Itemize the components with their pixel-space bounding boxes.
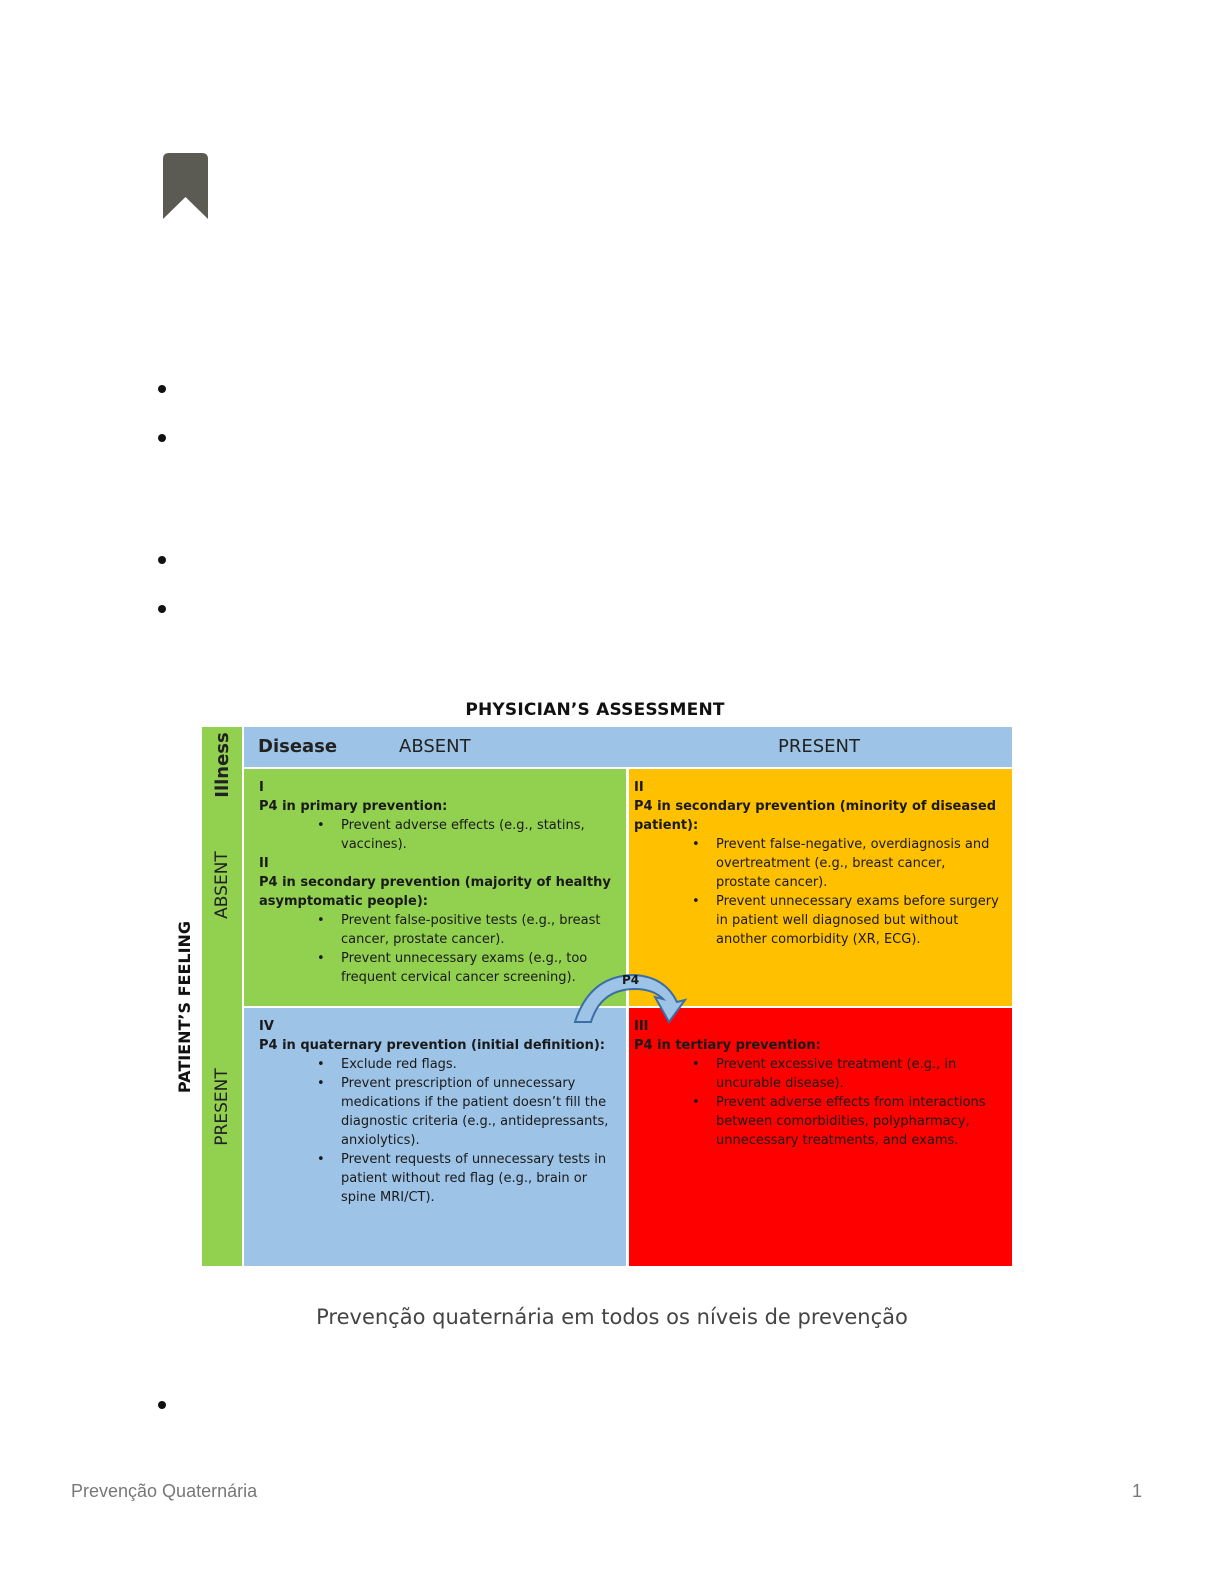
quadrant-tertiary xyxy=(629,1008,1012,1266)
quadrant-heading: P4 in quaternary prevention (initial definition): xyxy=(259,1038,606,1053)
list-item: • Prevent prescription of unnecessary medications if the patient doesn’t fill the diagnostic criteria (e.g., antidepressants, anxiolytics). xyxy=(341,1074,616,1150)
list-bullet xyxy=(158,385,166,393)
quadrant-numeral: IV xyxy=(259,1019,274,1034)
illness-label: Illness xyxy=(212,732,233,798)
quadrant-heading: P4 in secondary prevention (majority of healthy asymptomatic people): xyxy=(259,875,611,909)
quadrant-heading: P4 in tertiary prevention: xyxy=(634,1038,821,1053)
quadrant-numeral: III xyxy=(634,1019,649,1034)
list-item: • Prevent adverse effects (e.g., statins, vaccines). xyxy=(341,816,616,854)
row-present-label: PRESENT xyxy=(212,1068,232,1146)
quadrant-heading: P4 in secondary prevention (minority of diseased patient): xyxy=(634,799,997,833)
arrow-label: P4 xyxy=(622,973,640,987)
p4-arrow-icon xyxy=(565,967,695,1029)
row-absent-label: ABSENT xyxy=(212,851,232,919)
quadrant-quaternary xyxy=(244,1008,626,1266)
list-bullet xyxy=(158,556,166,564)
quadrant-numeral: II xyxy=(259,856,269,871)
footer-title: Prevenção Quaternária xyxy=(71,1481,258,1501)
illness-bar xyxy=(202,727,242,1266)
col-present-label: PRESENT xyxy=(778,736,860,757)
list-item: • Prevent excessive treatment (e.g., in uncurable disease). xyxy=(716,1055,1002,1093)
list-item: • Prevent requests of unnecessary tests in patient without red flag (e.g., brain or spine MRI/CT). xyxy=(341,1150,616,1207)
quadrant-heading: P4 in primary prevention: xyxy=(259,799,448,814)
list-item: • Prevent false-positive tests (e.g., breast cancer, prostate cancer). xyxy=(341,911,616,949)
list-item: • Prevent unnecessary exams before surgery in patient well diagnosed but without another comorbidity (XR, ECG). xyxy=(716,892,1002,949)
list-item: • Prevent false-negative, overdiagnosis and overtreatment (e.g., breast cancer, prostate cancer). xyxy=(716,835,1002,892)
quadrant-numeral: I xyxy=(259,780,264,795)
y-axis-label: PATIENT’S FEELING xyxy=(175,920,194,1094)
p4-quadrant-figure xyxy=(170,695,1020,1275)
bookmark-icon xyxy=(163,153,208,219)
list-bullet xyxy=(158,1401,166,1409)
figure-title: PHYSICIAN’S ASSESSMENT xyxy=(465,700,725,720)
page-number: 1 xyxy=(1131,1481,1142,1501)
figure-caption: Prevenção quaternária em todos os níveis de prevenção xyxy=(316,1305,908,1329)
list-item: • Prevent adverse effects from interactions between comorbidities, polypharmacy, unnecessary treatments, and exams. xyxy=(716,1093,1002,1150)
quadrant-numeral: II xyxy=(634,780,644,795)
disease-header-bar xyxy=(244,727,1012,767)
list-item: • Exclude red flags. xyxy=(341,1055,616,1074)
disease-label: Disease xyxy=(258,736,338,757)
col-absent-label: ABSENT xyxy=(399,736,471,757)
list-item: • Prevent unnecessary exams (e.g., too frequent cervical cancer screening). xyxy=(341,949,616,987)
list-bullet xyxy=(158,605,166,613)
list-bullet xyxy=(158,434,166,442)
